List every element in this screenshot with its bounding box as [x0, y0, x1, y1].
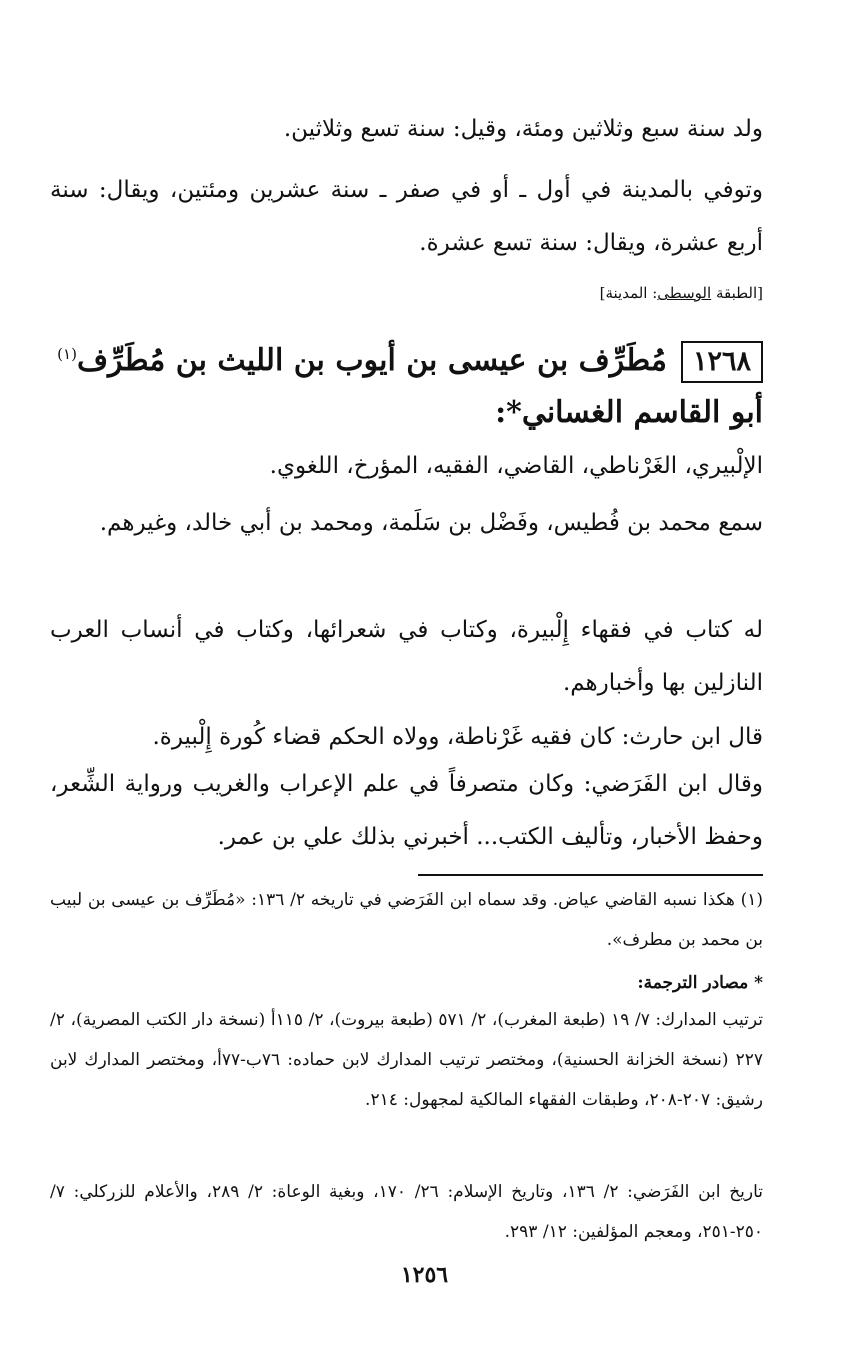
footnote-divider — [418, 874, 763, 876]
quote-ibn-harith: قال ابن حارث: كان فقيه غَرْناطة، وولاه الحكم قضاء كُورة إِلْبيرة. — [152, 724, 763, 750]
tabaqa-tag — [50, 283, 763, 303]
heading-star: *: — [495, 395, 522, 430]
tag-underlined: الوسطى — [657, 284, 712, 302]
sources-heading: * مصادر الترجمة: — [637, 973, 763, 993]
birth-line: ولد سنة سبع وثلاثين ومئة، وقيل: سنة تسع وثلاثين. — [283, 116, 763, 142]
sources-paragraph-1: ترتيب المدارك: ٧/ ١٩ (طبعة المغرب)، ٢/ ٥٧١ (طبعة بيروت)، ٢/ ١١٥أ (نسخة دار الكتب المصرية)، ٢/ ٢٢٧ (نسخة الخزانة الحسنية)، ومختصر ترتيب المدارك لابن حماده: ٧٦ب-٧٧أ، ومختصر المدارك لابن رشيق: ٢٠٧-٢٠٨، وطبقات الفقهاء المالكية لمجهول: ٢١٤. — [50, 1010, 764, 1110]
quote-ibn-faradi: وقال ابن الفَرَضي: وكان متصرفاً في علم الإعراب والغريب ورواية الشِّعر، وحفظ الأخبار، وتأليف الكتب... أخبرني بذلك علي بن عمر. — [50, 771, 763, 850]
books-paragraph: له كتاب في فقهاء إِلْبيرة، وكتاب في شعرائها، وكتاب في أنساب العرب النازلين بها وأخبارهم. — [50, 617, 763, 696]
teachers-paragraph: سمع محمد بن فُطيس، وفَضْل بن سَلَمة، ومحمد بن أبي خالد، وغيرهم. — [99, 510, 763, 536]
tag-close: : المدينة] — [599, 284, 658, 302]
footnote-1: (١) هكذا نسبه القاضي عياض. وقد سماه ابن الفَرَضي في تاريخه ٢/ ١٣٦: «مُطَرِّف بن عيسى بن لبيب بن محمد بن مطرف». — [50, 890, 764, 950]
death-paragraph: وتوفي بالمدينة في أول ـ أو في صفر ـ سنة عشرين ومئتين، ويقال: سنة أربع عشرة، ويقال: سنة تسع عشرة. — [50, 177, 763, 256]
heading-kunya: أبو القاسم الغساني — [521, 395, 763, 430]
nisba-line: الإلْبيري، الغَرْناطي، القاضي، الفقيه، المؤرخ، اللغوي. — [269, 453, 763, 479]
heading-name: مُطَرِّف بن عيسى بن أيوب بن الليث بن مُطَرِّف — [76, 343, 667, 378]
footnote-ref: (١) — [57, 345, 77, 363]
entry-heading — [50, 328, 763, 439]
entry-number: ١٢٦٨ — [681, 341, 763, 383]
page-number: ١٢٥٦ — [400, 1262, 449, 1288]
tag-open: [الطبقة — [711, 284, 763, 302]
sources-paragraph-2: تاريخ ابن الفَرَضي: ٢/ ١٣٦، وتاريخ الإسلام: ٢٦/ ١٧٠، وبغية الوعاة: ٢/ ٢٨٩، والأعلام للزركلي: ٧/ ٢٥٠-٢٥١، ومعجم المؤلفين: ١٢/ ٢٩٣. — [50, 1182, 764, 1242]
